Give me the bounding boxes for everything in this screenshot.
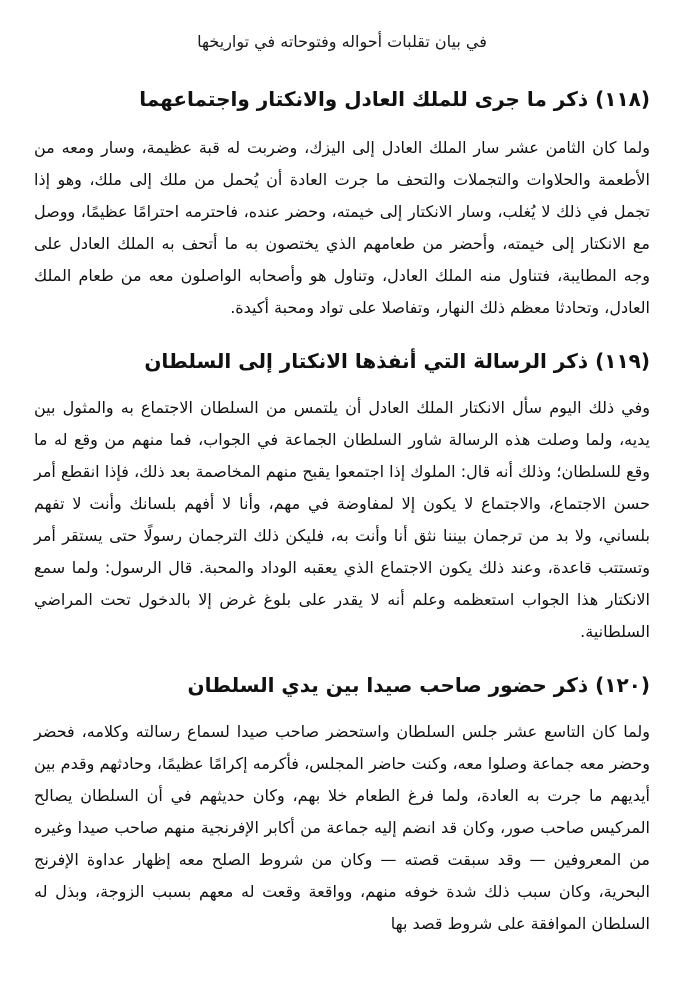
section-paragraph: ولما كان التاسع عشر جلس السلطان واستحضر صاحب صيدا لسماع رسالته وكلامه، فحضر وحضر معه جماعة وصلوا معه، وكنت حاضر المجلس، فأكرمه إكرامًا عظيمًا، وحادثهم وقدم بين أيديهم ما جرت به العادة، ولما فرغ الطعام خلا بهم، وكان حديثهم في أن السلطان يصالح المركيس صاحب صور، وكان قد انضم إليه جماعة من أكابر الإفرنجية منهم صاحب صيدا وغيره من المعروفين — وقد سبقت قصته — وكان من شروط الصلح معه إظهار عداوة الإفرنج البحرية، وكان سبب ذلك شدة خوفه منهم، وواقعة وقعت له معهم بسبب الزوجة، وبذل له السلطان الموافقة على شروط قصد بها: [34, 722, 650, 933]
running-header: في بيان تقلبات أحواله وفتوحاته في تواريخها: [197, 32, 487, 51]
section-120: [34, 670, 650, 940]
section-119: [34, 346, 650, 648]
section-heading: (١٢٠) ذكر حضور صاحب صيدا بين يدي السلطان: [187, 673, 650, 697]
section-118: [34, 84, 650, 324]
section-paragraph: ولما كان الثامن عشر سار الملك العادل إلى اليزك، وضربت له قبة عظيمة، وسار ومعه من الأطعمة والحلاوات والتجملات والتحف ما جرت العادة أن يُحمل من ملك إلى ملك، وهو إذا تجمل في ذلك لا يُغلب، وسار الانكتار إلى خيمته، وحضر عنده، فاحترمه احترامًا عظيمًا، ووصل مع الانكتار إلى خيمته، وأحضر من طعامهم الذي يختصون به ما أتحف به الملك العادل على وجه المطايبة، فتناول منه الملك العادل، وتناول هو وأصحابه الواصلون معه من طعام الملك العادل، وتحادثا معظم ذلك النهار، وتفاصلا على تواد ومحبة أكيدة.: [34, 138, 650, 317]
section-heading: (١١٨) ذكر ما جرى للملك العادل والانكتار واجتماعهما: [139, 87, 650, 111]
section-paragraph: وفي ذلك اليوم سأل الانكتار الملك العادل أن يلتمس من السلطان الاجتماع به والمثول بين يديه، ولما وصلت هذه الرسالة شاور السلطان الجماعة في الجواب، فما منهم من وقع له ما وقع للسلطان؛ وذلك أنه قال: الملوك إذا اجتمعوا يقبح منهم المخاصمة بعد ذلك، فإذا انقطع أمر حسن الاجتماع، والاجتماع لا يكون إلا لمفاوضة في مهم، وأنا لا أفهم بلسانك وأنت لا تفهم بلساني، ولا بد من ترجمان بيننا نثق أنا وأنت به، فليكن ذلك الترجمان رسولًا حتى يستقر أمر وتستتب قاعدة، وعند ذلك يكون الاجتماع الذي يعقبه الوداد والمحبة. قال الرسول: ولما سمع الانكتار هذا الجواب استعظمه وعلم أنه لا يقدر على بلوغ غرض إلا بالدخول تحت المراضي السلطانية.: [34, 398, 650, 641]
section-heading: (١١٩) ذكر الرسالة التي أنفذها الانكتار إلى السلطان: [144, 349, 650, 373]
